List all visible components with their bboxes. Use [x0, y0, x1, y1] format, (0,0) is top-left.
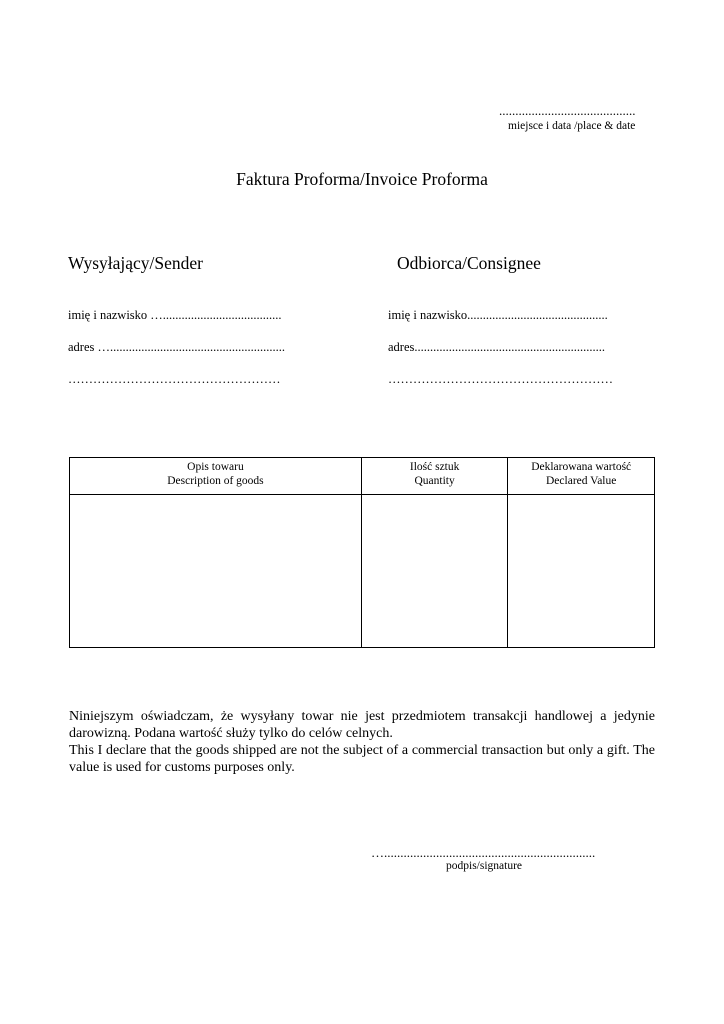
place-date-label: miejsce i data /place & date — [508, 120, 636, 132]
consignee-address-field[interactable]: adres............................................................. — [388, 340, 605, 354]
consignee-heading: Odbiorca/Consignee — [397, 253, 541, 273]
place-date-field[interactable]: .......................................... — [499, 103, 636, 118]
goods-table-header-row — [70, 458, 655, 495]
column-header-line: Deklarowana wartość — [531, 461, 632, 473]
quantity-cell[interactable] — [361, 495, 508, 648]
sender-heading: Wysyłający/Sender — [68, 253, 204, 273]
signature-field[interactable]: …................................................................. — [371, 845, 596, 860]
declaration-polish: Niniejszym oświadczam, że wysyłany towar nie jest przedmiotem transakcji handlowej a jedynie darowizną. Podana wartość służy tylko do celów celnych. — [69, 709, 655, 741]
consignee-name-field[interactable]: imię i nazwisko............................................. — [388, 308, 608, 322]
column-header-quantity — [361, 458, 508, 495]
sender-address-field[interactable]: adres …........................................................ — [68, 340, 285, 354]
column-header-declared-value — [508, 458, 655, 495]
goods-table — [69, 457, 655, 648]
column-header-line: Ilość sztuk — [409, 461, 460, 473]
column-header-line: Quantity — [414, 475, 455, 487]
column-header-line: Opis towaru — [187, 461, 244, 473]
declaration-text — [69, 708, 655, 776]
document-title: Faktura Proforma/Invoice Proforma — [236, 169, 488, 189]
declaration-english: This I declare that the goods shipped are not the subject of a commercial transaction but only a gift. The value is used for customs purposes only. — [69, 743, 655, 775]
sender-extra-line[interactable]: …………………………………………… — [68, 372, 281, 386]
table-row — [70, 495, 655, 648]
column-header-description — [70, 458, 362, 495]
declared-value-cell[interactable] — [508, 495, 655, 648]
column-header-line: Description of goods — [167, 475, 264, 487]
column-header-line: Declared Value — [546, 475, 617, 487]
sender-name-field[interactable]: imię i nazwisko …...................................... — [68, 308, 282, 322]
consignee-extra-line[interactable]: ……………………………………………… — [388, 372, 613, 386]
description-cell[interactable] — [70, 495, 362, 648]
signature-label: podpis/signature — [446, 860, 523, 872]
